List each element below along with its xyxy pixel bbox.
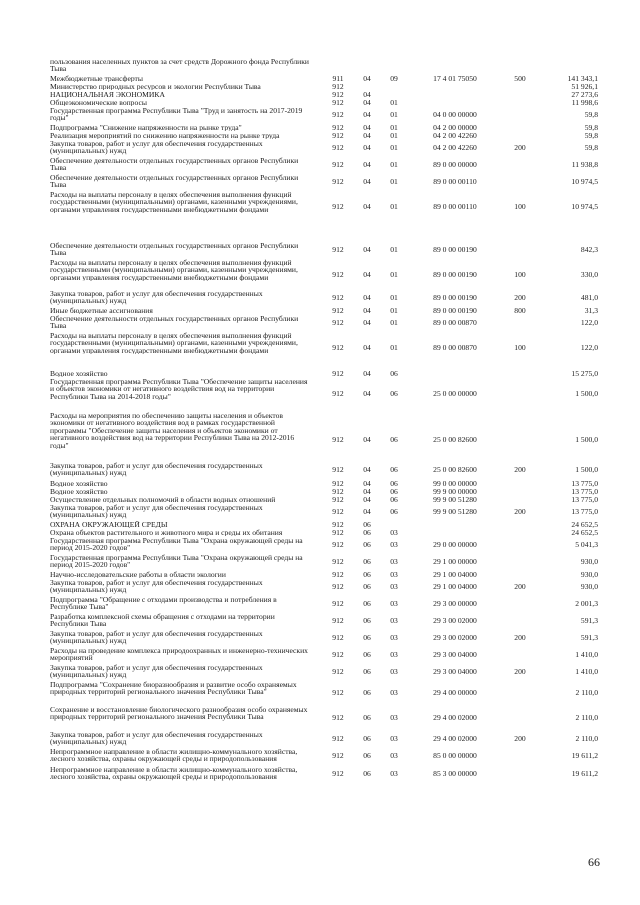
cell-csr: 04 2 00 42260 bbox=[433, 143, 477, 152]
cell-pr: 03 bbox=[390, 528, 398, 537]
cell-rz: 04 bbox=[363, 465, 371, 474]
table-row bbox=[0, 579, 640, 595]
table-row bbox=[0, 521, 640, 529]
cell-sum: 13 775,0 bbox=[571, 479, 598, 488]
cell-ved: 912 bbox=[332, 110, 344, 119]
cell-desc: Сохранение и восстановление биологического разнообразия особо охраняемых природных территорий регионального значения Республики Тыва bbox=[50, 706, 308, 721]
cell-desc: Охрана объектов растительного и животного мира и среды их обитания bbox=[50, 529, 283, 537]
cell-sum: 1 410,0 bbox=[575, 667, 598, 676]
cell-ved: 912 bbox=[332, 557, 344, 566]
cell-csr: 25 0 00 82600 bbox=[433, 465, 477, 474]
cell-csr: 89 0 00 00190 bbox=[433, 270, 477, 279]
cell-sum: 11 998,6 bbox=[571, 98, 598, 107]
cell-rz: 04 bbox=[363, 202, 371, 211]
cell-ved: 912 bbox=[332, 769, 344, 778]
cell-desc: Подпрограмма "Снижение напряженности на рынке труда" bbox=[50, 124, 242, 132]
cell-csr: 29 4 00 00000 bbox=[433, 688, 477, 697]
cell-ved: 912 bbox=[332, 528, 344, 537]
cell-desc: Закупка товаров, работ и услуг для обеспечения государственных (муниципальных) нужд bbox=[50, 579, 263, 594]
cell-sum: 122,0 bbox=[580, 318, 598, 327]
cell-rz: 04 bbox=[363, 479, 371, 488]
table-row bbox=[0, 412, 640, 468]
cell-desc: Реализация мероприятий по снижению напряженности на рынке труда bbox=[50, 132, 280, 140]
cell-desc: Водное хозяйство bbox=[50, 480, 108, 488]
cell-sum: 19 611,2 bbox=[571, 769, 598, 778]
cell-ved: 912 bbox=[332, 495, 344, 504]
cell-sum: 13 775,0 bbox=[571, 495, 598, 504]
table-row bbox=[0, 242, 640, 258]
cell-csr: 85 0 00 00000 bbox=[433, 751, 477, 760]
table-row bbox=[0, 664, 640, 680]
cell-pr: 03 bbox=[390, 570, 398, 579]
cell-vr: 200 bbox=[514, 734, 526, 743]
cell-csr: 29 3 00 04000 bbox=[433, 667, 477, 676]
cell-ved: 912 bbox=[332, 306, 344, 315]
cell-desc: Расходы на выплаты персоналу в целях обеспечения выполнения функций государственными (муниципальными) органами, казенными учреждениями, органами управления государственными внебюджетными фондами bbox=[50, 332, 298, 355]
cell-desc: Осуществление отдельных полномочий в области водных отношений bbox=[50, 496, 276, 504]
cell-rz: 04 bbox=[363, 293, 371, 302]
cell-csr: 89 0 00 00190 bbox=[433, 306, 477, 315]
cell-rz: 04 bbox=[363, 306, 371, 315]
table-row bbox=[0, 191, 640, 223]
cell-pr: 06 bbox=[390, 369, 398, 378]
cell-sum: 2 110,0 bbox=[575, 688, 598, 697]
cell-pr: 03 bbox=[390, 557, 398, 566]
cell-sum: 591,3 bbox=[580, 616, 598, 625]
cell-pr: 01 bbox=[390, 177, 398, 186]
cell-rz: 04 bbox=[363, 495, 371, 504]
cell-csr: 29 4 00 02000 bbox=[433, 713, 477, 722]
cell-pr: 06 bbox=[390, 487, 398, 496]
table-row bbox=[0, 99, 640, 107]
cell-rz: 06 bbox=[363, 769, 371, 778]
cell-desc: Водное хозяйство bbox=[50, 370, 108, 378]
cell-pr: 01 bbox=[390, 245, 398, 254]
cell-pr: 03 bbox=[390, 633, 398, 642]
cell-sum: 59,8 bbox=[584, 123, 598, 132]
cell-sum: 31,3 bbox=[584, 306, 598, 315]
cell-csr: 89 0 00 00870 bbox=[433, 318, 477, 327]
cell-rz: 04 bbox=[363, 143, 371, 152]
cell-rz: 06 bbox=[363, 582, 371, 591]
cell-sum: 10 974,5 bbox=[571, 177, 598, 186]
cell-sum: 10 974,5 bbox=[571, 202, 598, 211]
cell-rz: 06 bbox=[363, 713, 371, 722]
table-row bbox=[0, 83, 640, 91]
cell-vr: 100 bbox=[514, 270, 526, 279]
cell-desc: Подпрограмма "Сохранение биоразнообразия и развитие особо охраняемых природных территорий регионального значения Республики Тыва" bbox=[50, 681, 297, 696]
cell-csr: 04 0 00 00000 bbox=[433, 110, 477, 119]
cell-sum: 2 110,0 bbox=[575, 713, 598, 722]
cell-rz: 04 bbox=[363, 487, 371, 496]
table-row bbox=[0, 370, 640, 378]
cell-ved: 912 bbox=[332, 318, 344, 327]
cell-desc: НАЦИОНАЛЬНАЯ ЭКОНОМИКА bbox=[50, 91, 165, 99]
cell-ved: 912 bbox=[332, 688, 344, 697]
cell-desc: Государственная программа Республики Тыва "Труд и занятость на 2017-2019 годы" bbox=[50, 107, 303, 122]
cell-csr: 17 4 01 75050 bbox=[433, 74, 477, 83]
cell-pr: 03 bbox=[390, 667, 398, 676]
cell-sum: 2 110,0 bbox=[575, 734, 598, 743]
cell-ved: 912 bbox=[332, 582, 344, 591]
table-row bbox=[0, 290, 640, 306]
cell-sum: 59,8 bbox=[584, 131, 598, 140]
table-row bbox=[0, 124, 640, 132]
cell-rz: 04 bbox=[363, 435, 371, 444]
cell-rz: 04 bbox=[363, 369, 371, 378]
cell-ved: 912 bbox=[332, 599, 344, 608]
cell-pr: 01 bbox=[390, 306, 398, 315]
cell-pr: 01 bbox=[390, 143, 398, 152]
cell-sum: 11 938,8 bbox=[571, 160, 598, 169]
table-row bbox=[0, 378, 640, 410]
cell-rz: 04 bbox=[363, 98, 371, 107]
cell-pr: 01 bbox=[390, 110, 398, 119]
cell-rz: 04 bbox=[363, 74, 371, 83]
table-row bbox=[0, 488, 640, 496]
cell-vr: 200 bbox=[514, 465, 526, 474]
cell-csr: 04 2 00 42260 bbox=[433, 131, 477, 140]
table-row bbox=[0, 731, 640, 747]
table-row bbox=[0, 554, 640, 570]
cell-ved: 912 bbox=[332, 131, 344, 140]
cell-rz: 06 bbox=[363, 616, 371, 625]
cell-rz: 06 bbox=[363, 633, 371, 642]
cell-sum: 930,0 bbox=[580, 582, 598, 591]
table-row bbox=[0, 504, 640, 520]
cell-csr: 25 0 00 00000 bbox=[433, 389, 477, 398]
cell-csr: 99 9 00 51280 bbox=[433, 495, 477, 504]
cell-pr: 03 bbox=[390, 688, 398, 697]
cell-sum: 141 343,1 bbox=[567, 74, 598, 83]
cell-ved: 912 bbox=[332, 177, 344, 186]
table-row bbox=[0, 613, 640, 629]
cell-desc: Государственная программа Республики Тыва "Обеспечение защиты населения и объектов экономики от негативного воздействия вод на территории Республики Тыва на 2014-2018 годы" bbox=[50, 378, 308, 401]
cell-desc: Министерство природных ресурсов и экологии Республики Тыва bbox=[50, 83, 261, 91]
cell-sum: 330,0 bbox=[580, 270, 598, 279]
cell-pr: 06 bbox=[390, 495, 398, 504]
cell-pr: 03 bbox=[390, 713, 398, 722]
cell-desc: Закупка товаров, работ и услуг для обеспечения государственных (муниципальных) нужд bbox=[50, 504, 263, 519]
cell-sum: 13 775,0 bbox=[571, 487, 598, 496]
table-row bbox=[0, 496, 640, 504]
cell-vr: 200 bbox=[514, 582, 526, 591]
table-row bbox=[0, 480, 640, 488]
cell-csr: 99 9 00 51280 bbox=[433, 507, 477, 516]
cell-ved: 912 bbox=[332, 98, 344, 107]
cell-csr: 04 2 00 00000 bbox=[433, 123, 477, 132]
cell-csr: 85 3 00 00000 bbox=[433, 769, 477, 778]
table-row bbox=[0, 537, 640, 553]
cell-csr: 29 3 00 02000 bbox=[433, 616, 477, 625]
cell-ved: 912 bbox=[332, 465, 344, 474]
table-row bbox=[0, 140, 640, 156]
cell-desc: Закупка товаров, работ и услуг для обеспечения государственных (муниципальных) нужд bbox=[50, 731, 263, 746]
cell-desc: Обеспечение деятельности отдельных государственных органов Республики Тыва bbox=[50, 174, 299, 189]
cell-ved: 912 bbox=[332, 82, 344, 91]
cell-vr: 500 bbox=[514, 74, 526, 83]
cell-csr: 29 1 00 04000 bbox=[433, 570, 477, 579]
cell-desc: Разработка комплексной схемы обращения с отходами на территории Республики Тыва bbox=[50, 613, 275, 628]
cell-ved: 912 bbox=[332, 343, 344, 352]
table-row bbox=[0, 766, 640, 782]
cell-ved: 912 bbox=[332, 650, 344, 659]
table-row bbox=[0, 529, 640, 537]
cell-pr: 01 bbox=[390, 293, 398, 302]
cell-rz: 06 bbox=[363, 650, 371, 659]
table-row bbox=[0, 647, 640, 663]
cell-ved: 912 bbox=[332, 540, 344, 549]
page-number: 66 bbox=[588, 855, 600, 869]
cell-vr: 200 bbox=[514, 507, 526, 516]
table-row bbox=[0, 58, 640, 74]
cell-csr: 29 3 00 04000 bbox=[433, 650, 477, 659]
cell-sum: 27 273,6 bbox=[571, 90, 598, 99]
cell-desc: ОХРАНА ОКРУЖАЮЩЕЙ СРЕДЫ bbox=[50, 521, 168, 529]
cell-ved: 912 bbox=[332, 293, 344, 302]
cell-vr: 200 bbox=[514, 293, 526, 302]
cell-rz: 06 bbox=[363, 540, 371, 549]
cell-pr: 01 bbox=[390, 160, 398, 169]
cell-pr: 03 bbox=[390, 599, 398, 608]
cell-desc: Обеспечение деятельности отдельных государственных органов Республики Тыва bbox=[50, 242, 299, 257]
cell-ved: 912 bbox=[332, 667, 344, 676]
cell-desc: Государственная программа Республики Тыва "Охрана окружающей среды на период 2015-2020 годов" bbox=[50, 537, 303, 552]
cell-desc: Общеэкономические вопросы bbox=[50, 99, 147, 107]
cell-rz: 04 bbox=[363, 270, 371, 279]
cell-ved: 912 bbox=[332, 202, 344, 211]
cell-desc: пользования населенных пунктов за счет средств Дорожного фонда Республики Тыва bbox=[50, 58, 309, 73]
cell-pr: 06 bbox=[390, 507, 398, 516]
cell-desc: Непрограммное направление в области жилищно-коммунального хозяйства, лесного хозяйства, охраны окружающей среды и природопользования bbox=[50, 748, 298, 763]
cell-pr: 01 bbox=[390, 270, 398, 279]
cell-rz: 04 bbox=[363, 90, 371, 99]
cell-rz: 06 bbox=[363, 599, 371, 608]
cell-rz: 06 bbox=[363, 520, 371, 529]
table-row bbox=[0, 315, 640, 331]
table-row bbox=[0, 332, 640, 364]
cell-ved: 912 bbox=[332, 435, 344, 444]
cell-vr: 200 bbox=[514, 633, 526, 642]
cell-ved: 912 bbox=[332, 369, 344, 378]
cell-csr: 89 0 00 00870 bbox=[433, 343, 477, 352]
cell-ved: 912 bbox=[332, 479, 344, 488]
cell-pr: 01 bbox=[390, 202, 398, 211]
cell-sum: 5 041,3 bbox=[575, 540, 598, 549]
table-row bbox=[0, 75, 640, 83]
cell-rz: 04 bbox=[363, 343, 371, 352]
cell-sum: 15 275,0 bbox=[571, 369, 598, 378]
cell-rz: 04 bbox=[363, 389, 371, 398]
cell-pr: 06 bbox=[390, 435, 398, 444]
table-row bbox=[0, 107, 640, 123]
table-row bbox=[0, 132, 640, 140]
cell-pr: 03 bbox=[390, 616, 398, 625]
cell-pr: 01 bbox=[390, 318, 398, 327]
cell-rz: 06 bbox=[363, 570, 371, 579]
cell-sum: 1 500,0 bbox=[575, 435, 598, 444]
cell-ved: 912 bbox=[332, 487, 344, 496]
cell-pr: 06 bbox=[390, 479, 398, 488]
cell-rz: 04 bbox=[363, 160, 371, 169]
cell-rz: 06 bbox=[363, 734, 371, 743]
table-row bbox=[0, 307, 640, 315]
cell-ved: 911 bbox=[332, 74, 344, 83]
cell-rz: 04 bbox=[363, 131, 371, 140]
cell-ved: 912 bbox=[332, 616, 344, 625]
cell-csr: 89 0 00 00190 bbox=[433, 293, 477, 302]
cell-pr: 03 bbox=[390, 769, 398, 778]
cell-ved: 912 bbox=[332, 143, 344, 152]
cell-csr: 99 0 00 00000 bbox=[433, 479, 477, 488]
cell-pr: 03 bbox=[390, 582, 398, 591]
table-row bbox=[0, 596, 640, 612]
table-row bbox=[0, 571, 640, 579]
table-row bbox=[0, 91, 640, 99]
cell-desc: Подпрограмма "Обращение с отходами производства и потребления в Республике Тыва" bbox=[50, 596, 277, 611]
cell-sum: 842,3 bbox=[580, 245, 598, 254]
cell-rz: 04 bbox=[363, 177, 371, 186]
cell-rz: 04 bbox=[363, 123, 371, 132]
cell-ved: 912 bbox=[332, 734, 344, 743]
cell-desc: Расходы на выплаты персоналу в целях обеспечения выполнения функций государственными (муниципальными) органами, казенными учреждениями, органами управления государственными внебюджетными фондами bbox=[50, 191, 298, 214]
cell-pr: 06 bbox=[390, 465, 398, 474]
cell-csr: 25 0 00 82600 bbox=[433, 435, 477, 444]
cell-desc: Закупка товаров, работ и услуг для обеспечения государственных (муниципальных) нужд bbox=[50, 140, 263, 155]
cell-ved: 912 bbox=[332, 90, 344, 99]
cell-pr: 01 bbox=[390, 98, 398, 107]
cell-desc: Научно-исследовательские работы в области экологии bbox=[50, 571, 226, 579]
cell-csr: 29 4 00 02000 bbox=[433, 734, 477, 743]
cell-sum: 19 611,2 bbox=[571, 751, 598, 760]
cell-csr: 29 1 00 00000 bbox=[433, 557, 477, 566]
cell-csr: 89 0 00 00190 bbox=[433, 245, 477, 254]
cell-vr: 200 bbox=[514, 143, 526, 152]
cell-sum: 1 500,0 bbox=[575, 389, 598, 398]
cell-sum: 1 410,0 bbox=[575, 650, 598, 659]
table-row bbox=[0, 706, 640, 730]
cell-desc: Расходы на проведение комплекса природоохранных и инженерно-технических мероприятий bbox=[50, 647, 308, 662]
cell-desc: Закупка товаров, работ и услуг для обеспечения государственных (муниципальных) нужд bbox=[50, 664, 263, 679]
cell-desc: Закупка товаров, работ и услуг для обеспечения государственных (муниципальных) нужд bbox=[50, 630, 263, 645]
cell-desc: Государственная программа Республики Тыва "Охрана окружающей среды на период 2015-2020 годов" bbox=[50, 554, 303, 569]
cell-desc: Обеспечение деятельности отдельных государственных органов Республики Тыва bbox=[50, 315, 299, 330]
cell-pr: 01 bbox=[390, 131, 398, 140]
table-row bbox=[0, 681, 640, 705]
cell-sum: 481,0 bbox=[580, 293, 598, 302]
cell-sum: 122,0 bbox=[580, 343, 598, 352]
cell-desc: Иные бюджетные ассигнования bbox=[50, 307, 153, 315]
cell-desc: Непрограммное направление в области жилищно-коммунального хозяйства, лесного хозяйства, охраны окружающей среды и природопользования bbox=[50, 766, 298, 781]
cell-pr: 06 bbox=[390, 389, 398, 398]
table-row bbox=[0, 259, 640, 291]
cell-pr: 03 bbox=[390, 734, 398, 743]
cell-desc: Закупка товаров, работ и услуг для обеспечения государственных (муниципальных) нужд bbox=[50, 462, 263, 477]
cell-desc: Обеспечение деятельности отдельных государственных органов Республики Тыва bbox=[50, 157, 299, 172]
cell-csr: 89 0 00 00110 bbox=[433, 177, 477, 186]
cell-desc: Расходы на выплаты персоналу в целях обеспечения выполнения функций государственными (муниципальными) органами, казенными учреждениями, органами управления государственными внебюджетными фондами bbox=[50, 259, 298, 282]
cell-ved: 912 bbox=[332, 160, 344, 169]
cell-pr: 03 bbox=[390, 751, 398, 760]
cell-csr: 99 9 00 00000 bbox=[433, 487, 477, 496]
cell-sum: 930,0 bbox=[580, 557, 598, 566]
cell-rz: 06 bbox=[363, 667, 371, 676]
cell-sum: 13 775,0 bbox=[571, 507, 598, 516]
cell-csr: 29 3 00 02000 bbox=[433, 633, 477, 642]
cell-rz: 04 bbox=[363, 507, 371, 516]
cell-sum: 930,0 bbox=[580, 570, 598, 579]
cell-rz: 06 bbox=[363, 688, 371, 697]
cell-pr: 01 bbox=[390, 343, 398, 352]
cell-sum: 59,8 bbox=[584, 110, 598, 119]
cell-rz: 06 bbox=[363, 751, 371, 760]
cell-ved: 912 bbox=[332, 245, 344, 254]
cell-ved: 912 bbox=[332, 570, 344, 579]
cell-ved: 912 bbox=[332, 633, 344, 642]
cell-ved: 912 bbox=[332, 389, 344, 398]
cell-ved: 912 bbox=[332, 713, 344, 722]
table-row bbox=[0, 630, 640, 646]
cell-rz: 04 bbox=[363, 245, 371, 254]
cell-pr: 09 bbox=[390, 74, 398, 83]
cell-sum: 59,8 bbox=[584, 143, 598, 152]
cell-ved: 912 bbox=[332, 123, 344, 132]
cell-desc: Расходы на мероприятия по обеспечению защиты населения и объектов экономики от негативного воздействия вод в рамках государственной программы "Обеспечение защиты населения и объектов экономики от негативного воздействия вод на территории Республики Тыва на 2012-2016 годы" bbox=[50, 412, 295, 450]
cell-csr: 29 3 00 00000 bbox=[433, 599, 477, 608]
cell-csr: 89 0 00 00000 bbox=[433, 160, 477, 169]
cell-desc: Межбюджетные трансферты bbox=[50, 75, 143, 83]
table-row bbox=[0, 174, 640, 190]
cell-rz: 06 bbox=[363, 528, 371, 537]
cell-csr: 89 0 00 00110 bbox=[433, 202, 477, 211]
cell-sum: 24 652,5 bbox=[571, 528, 598, 537]
cell-vr: 200 bbox=[514, 667, 526, 676]
cell-vr: 100 bbox=[514, 343, 526, 352]
cell-pr: 03 bbox=[390, 540, 398, 549]
table-row bbox=[0, 157, 640, 173]
cell-vr: 800 bbox=[514, 306, 526, 315]
cell-csr: 29 1 00 04000 bbox=[433, 582, 477, 591]
cell-pr: 03 bbox=[390, 650, 398, 659]
cell-vr: 100 bbox=[514, 202, 526, 211]
cell-ved: 912 bbox=[332, 507, 344, 516]
table-row bbox=[0, 748, 640, 764]
cell-csr: 29 0 00 00000 bbox=[433, 540, 477, 549]
cell-rz: 06 bbox=[363, 557, 371, 566]
cell-sum: 591,3 bbox=[580, 633, 598, 642]
cell-rz: 04 bbox=[363, 110, 371, 119]
cell-rz: 04 bbox=[363, 318, 371, 327]
cell-desc: Водное хозяйство bbox=[50, 488, 108, 496]
cell-ved: 912 bbox=[332, 270, 344, 279]
cell-ved: 912 bbox=[332, 751, 344, 760]
cell-sum: 2 001,3 bbox=[575, 599, 598, 608]
cell-ved: 912 bbox=[332, 520, 344, 529]
table-row bbox=[0, 462, 640, 478]
cell-pr: 01 bbox=[390, 123, 398, 132]
cell-sum: 1 500,0 bbox=[575, 465, 598, 474]
cell-sum: 24 652,5 bbox=[571, 520, 598, 529]
cell-desc: Закупка товаров, работ и услуг для обеспечения государственных (муниципальных) нужд bbox=[50, 290, 263, 305]
cell-sum: 51 926,1 bbox=[571, 82, 598, 91]
